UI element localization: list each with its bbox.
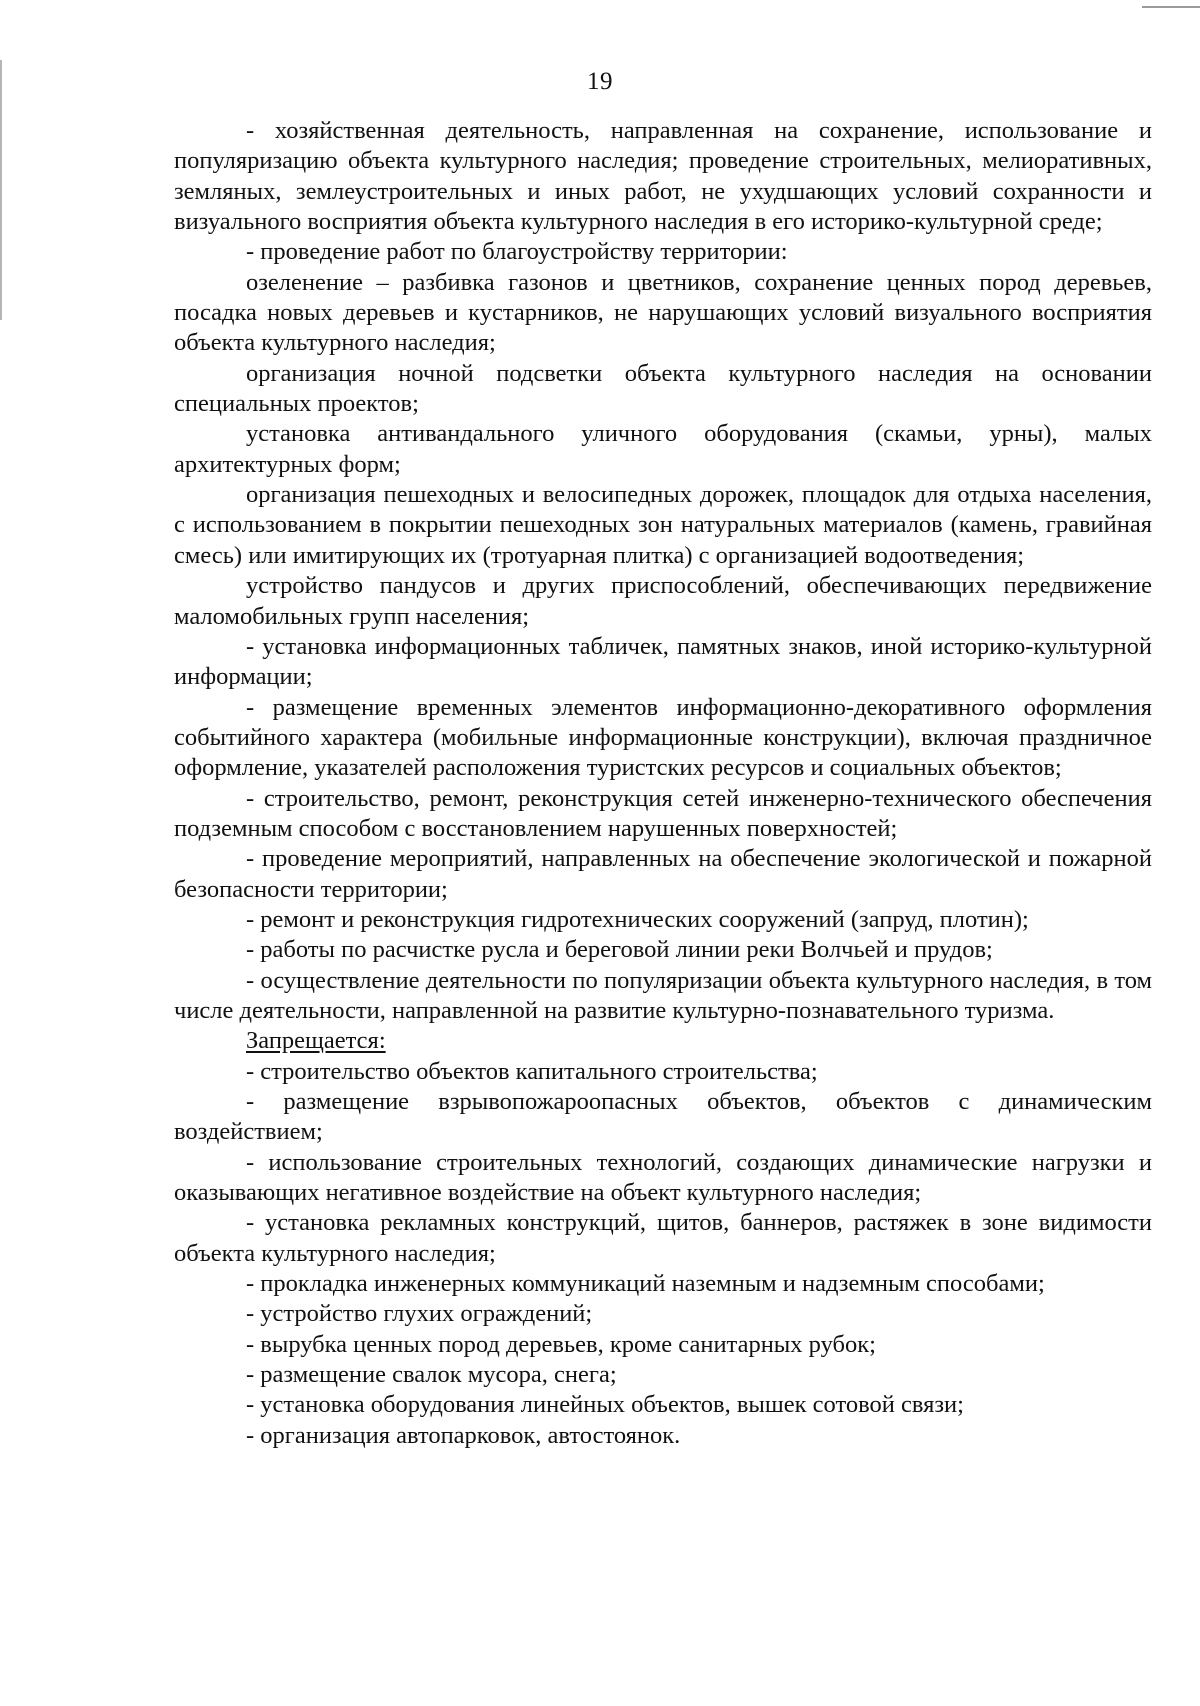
paragraph: озеленение – разбивка газонов и цветников, сохранение ценных пород деревьев, посадка новых деревьев и кустарников, не нарушающих условий визуального восприятия объекта культурного наследия;	[174, 268, 1152, 357]
paragraph: организация пешеходных и велосипедных дорожек, площадок для отдыха населения, с использованием в покрытии пешеходных зон натуральных материалов (камень, гравийная смесь) или имитирующих их (тротуарная плитка) с организацией водоотведения;	[174, 481, 1152, 569]
paragraph: - строительство, ремонт, реконструкция сетей инженерно-технического обеспечения подземным способом с восстановлением нарушенных поверхностей;	[174, 784, 1152, 842]
document-body	[174, 116, 1152, 1451]
forbidden-item: - установка оборудования линейных объектов, вышек сотовой связи;	[246, 1391, 964, 1419]
paragraph: - проведение мероприятий, направленных на обеспечение экологической и пожарной безопасности территории;	[174, 845, 1152, 903]
paragraph: установка антивандального уличного оборудования (скамьи, урны), малых архитектурных форм;	[174, 420, 1152, 478]
paragraph: - хозяйственная деятельность, направленная на сохранение, использование и популяризацию объекта культурного наследия; проведение строительных, мелиоративных, земляных, землеустроительных и иных работ, не ухудшающих условий сохранности и визуального восприятия объекта культурного наследия в его историко-культурной среде;	[174, 117, 1152, 236]
scan-edge-mark	[0, 60, 2, 320]
paragraph: - осуществление деятельности по популяризации объекта культурного наследия, в том числе деятельности, направленной на развитие культурно-познавательного туризма.	[174, 966, 1152, 1024]
paragraph: - работы по расчистке русла и береговой линии реки Волчьей и прудов;	[246, 936, 993, 964]
forbidden-item: - размещение взрывопожароопасных объектов, объектов с динамическим воздействием;	[174, 1088, 1152, 1146]
paragraph: - проведение работ по благоустройству территории:	[246, 238, 788, 266]
paragraph: устройство пандусов и других приспособлений, обеспечивающих передвижение маломобильных групп населения;	[174, 572, 1152, 630]
forbidden-heading: Запрещается:	[246, 1027, 386, 1055]
forbidden-item: - установка рекламных конструкций, щитов, баннеров, растяжек в зоне видимости объекта культурного наследия;	[174, 1209, 1152, 1267]
forbidden-item: - размещение свалок мусора, снега;	[246, 1361, 617, 1389]
forbidden-item: - прокладка инженерных коммуникаций наземным и надземным способами;	[246, 1270, 1045, 1298]
forbidden-item: - вырубка ценных пород деревьев, кроме санитарных рубок;	[246, 1330, 876, 1358]
forbidden-item: - строительство объектов капитального строительства;	[246, 1057, 818, 1085]
forbidden-heading-line	[174, 1026, 1152, 1056]
page-number: 19	[587, 68, 613, 95]
forbidden-item: - устройство глухих ограждений;	[246, 1300, 593, 1328]
paragraph: - ремонт и реконструкция гидротехнических сооружений (запруд, плотин);	[246, 905, 1029, 933]
scan-edge-mark	[1142, 6, 1200, 8]
paragraph: - размещение временных элементов информационно-декоративного оформления событийного характера (мобильные информационные конструкции), включая праздничное оформление, указателей расположения туристских ресурсов и социальных объектов;	[174, 693, 1152, 782]
paragraph: - установка информационных табличек, памятных знаков, иной историко-культурной информации;	[174, 632, 1152, 691]
forbidden-item: - организация автопарковок, автостоянок.	[246, 1421, 681, 1449]
forbidden-item: - использование строительных технологий, создающих динамические нагрузки и оказывающих негативное воздействие на объект культурного наследия;	[174, 1148, 1152, 1207]
paragraph: организация ночной подсветки объекта культурного наследия на основании специальных проектов;	[174, 359, 1152, 418]
